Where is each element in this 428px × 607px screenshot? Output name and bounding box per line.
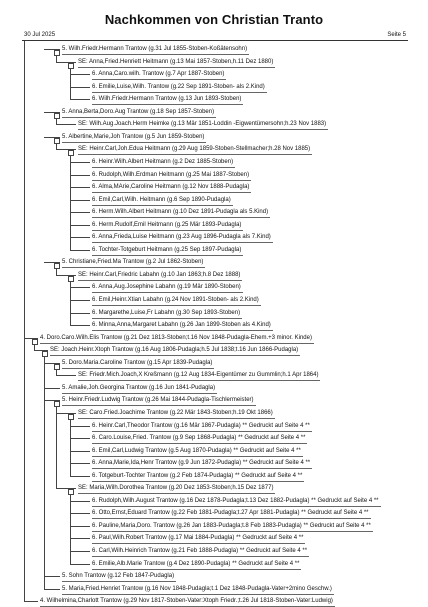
tree-entry (92, 558, 301, 570)
entry-text: 6. Caro.Louise,Fried. Trantow (g.9 Sep 1868-Pudagla) ** Gedruckt auf Seite 4 ** (92, 433, 307, 444)
collapse-box-icon (54, 364, 60, 370)
entry-text: 6. Wilh.Friedr.Hermann Trantow (g.13 Jun 1893-Stoben) (92, 94, 243, 105)
tree-branch-line (70, 175, 90, 176)
tree-branch-line (70, 87, 90, 88)
collapse-box-icon (68, 150, 74, 156)
tree-entry (92, 545, 309, 557)
tree-entry (92, 294, 261, 306)
tree-branch-line (70, 513, 90, 514)
tree-entry (78, 407, 275, 419)
tree-entry (92, 495, 381, 507)
entry-text: 6. Tochter-Totgeburt Heitmann (g.25 Sep 1897-Pudagla) (92, 245, 243, 256)
page-title: Nachkommen von Christian Tranto (104, 12, 324, 27)
print-date: 30 Jul 2025 (24, 32, 56, 38)
collapse-box-icon (54, 263, 60, 269)
entry-text: 5. Christiane,Fried.Ma Trantow (g.2 Jul 1862-Stoben) (62, 257, 205, 268)
entry-text: SE: Heinr.Carl,Joh.Edua Heitmann (g.29 Aug 1859-Stoben-Stellmacher;h.28 Nov 1885) (78, 144, 312, 155)
tree-entry (92, 181, 251, 193)
tree-entry (40, 595, 335, 607)
tree-branch-line (70, 501, 90, 502)
entry-text: SE: Heinr.Carl,Friedric Labahn (g.10 Jan 1863;h.8 Dez 1888) (78, 270, 242, 281)
tree-trunk-line (70, 413, 71, 476)
entry-text: 4. Doro.Caro.Wilh.Elis Trantow (g.21 Dez 1813-Stoben;t.16 Nov 1848-Pudagla-Ehem.+3 minor. Kinde) (40, 333, 314, 344)
tree-entry (78, 269, 242, 281)
tree-entry (92, 68, 226, 80)
tree-entry (92, 445, 303, 457)
tree-branch-line (56, 375, 76, 376)
entry-text: 6. Paul,Wilh.Robert Trantow (g.17 Mai 1884-Pudagla) ** Gedruckt auf Seite 4 ** (92, 533, 305, 544)
collapse-box-icon (42, 351, 48, 357)
tree-branch-line (70, 287, 90, 288)
entry-text: 5. Amalie,Joh.Georgina Trantow (g.16 Jun 1841-Pudagla) (62, 383, 217, 394)
entry-text: SE: Caro.Fried.Joachime Trantow (g.22 Mär 1843-Stoben;h.19 Okt 1866) (78, 408, 275, 419)
tree-branch-line (70, 476, 90, 477)
entry-text: SE: Joach.Heinr.Xtoph Trantow (g.16 Aug 1806-Pudagla;h.5 Jul 1838;t.16 Jun 1866-Pudagla) (50, 345, 300, 356)
entry-text: 4. Wilhelmina,Charlott Trantow (g.29 Nov 1817-Stoben-Vater:Xtoph Friedr.;t.26 Jul 1818-Stoben-Vater:Ludwig) (40, 596, 335, 607)
tree-branch-line (70, 426, 90, 427)
tree-entry (92, 507, 371, 519)
tree-entry (92, 532, 305, 544)
entry-text: 6. Emil,Carl,Ludwig Trantow (g.5 Aug 1870-Pudagla) ** Gedruckt auf Seite 4 ** (92, 446, 303, 457)
tree-entry (62, 570, 176, 582)
tree-branch-line (70, 551, 90, 552)
tree-entry (78, 118, 328, 130)
collapse-box-icon (32, 339, 38, 345)
entry-text: 6. Emil,Carl,Wilh. Heitmann (g.6 Sep 1890-Pudagla) (92, 195, 233, 206)
tree-entry (92, 81, 267, 93)
entry-text: SE: Wilh.Aug.Joach.Herm Heimke (g.13 Mär 1851-Loddin -Eigwentümersohn;h.23 Nov 1883) (78, 119, 328, 130)
tree-branch-line (70, 300, 90, 301)
tree-entry (62, 583, 334, 595)
tree-entry (92, 244, 243, 256)
collapse-box-icon (68, 414, 74, 420)
tree-entry (78, 56, 275, 68)
collapse-box-icon (54, 50, 60, 56)
tree-entry (92, 231, 273, 243)
tree-branch-line (70, 237, 90, 238)
tree-entry (92, 93, 243, 105)
collapse-box-icon (68, 276, 74, 282)
entry-text: SE: Anna,Fried.Henriett Heitmann (g.13 Mai 1857-Stoben,h.11 Dez 1880) (78, 57, 275, 68)
tree-branch-line (70, 451, 90, 452)
tree-branch-line (70, 325, 90, 326)
collapse-box-icon (54, 113, 60, 119)
tree-entry (92, 219, 243, 231)
tree-branch-line (70, 526, 90, 527)
collapse-box-icon (54, 401, 60, 407)
tree-branch-line (44, 589, 60, 590)
tree-trunk-line (44, 350, 45, 588)
entry-text: 5. Wilh.Friedr.Hermann Trantow (g.31 Jul 1855-Stoben-Koßätensohn) (62, 44, 249, 55)
entry-text: 6. Otto,Ernst,Eduard Trantow (g.22 Feb 1881-Pudagla;t.27 Apr 1881-Pudagla) ** Gedruckt auf Seite 4 ** (92, 508, 371, 519)
tree-entry (78, 143, 312, 155)
entry-text: 6. Anna,Caro.wilh. Trantow (g.7 Apr 1887-Stoben) (92, 69, 226, 80)
tree-entry (92, 206, 270, 218)
entry-text: 6. Anna,Aug.Josephine Labahn (g.19 Mär 1890-Stoben) (92, 282, 243, 293)
entry-text: 6. Rudolph,Wilh.August Trantow (g.16 Dez 1878-Pudagla;t.13 Dez 1882-Pudagla) ** Gedruckt auf Seite 4 ** (92, 496, 381, 507)
tree-entry (92, 457, 312, 469)
entry-text: 6. Emilie,Luise,Wilh. Trantow (g.22 Sep 1891-Stoben- als 2.Kind) (92, 82, 267, 93)
tree-entry (62, 256, 205, 268)
entry-text: SE: Maria,Wilh.Dorothea Trantow (g.20 Dez 1853-Stoben;h.15 Dez 1877) (78, 483, 275, 494)
collapse-box-icon (54, 138, 60, 144)
tree-entry (92, 470, 304, 482)
entry-text: 6. Anna,Marie,Ida,Henr Trantow (g.9 Jun 1872-Pudagla) ** Gedruckt auf Seite 4 ** (92, 458, 312, 469)
tree-branch-line (70, 564, 90, 565)
entry-text: 6. Heinr.Carl,Theodor Trantow (g.16 Mär 1867-Pudagla) ** Gedruckt auf Seite 4 ** (92, 421, 312, 432)
tree-branch-line (70, 212, 90, 213)
collapse-box-icon (68, 63, 74, 69)
tree-branch-line (70, 313, 90, 314)
tree-branch-line (70, 200, 90, 201)
tree-entry (62, 357, 214, 369)
collapse-box-icon (68, 489, 74, 495)
tree-entry (92, 420, 312, 432)
tree-entry (62, 106, 216, 118)
tree-entry (62, 131, 206, 143)
tree-entry (92, 169, 251, 181)
tree-branch-line (70, 250, 90, 251)
entry-text: 5. Anna,Berta,Doro.Aug Trantow (g.18 Sep 1857-Stoben) (62, 107, 216, 118)
entry-text: 5. Doro.Maria.Caroline Trantow (g.15 Apr 1839-Pudagla) (62, 358, 214, 369)
tree-entry (62, 382, 217, 394)
entry-text: 6. Herm.Rudolf,Emil Heitmann (g.25 Mär 1893-Pudagla) (92, 220, 243, 231)
tree-entry (92, 319, 273, 331)
tree-branch-line (44, 576, 60, 577)
tree-entry (92, 156, 235, 168)
tree-entry (92, 432, 307, 444)
entry-text: 6. Emilie,Alb.Marie Trantow (g.4 Dez 1890-Pudagla) ** Gedruckt auf Seite 4 ** (92, 559, 301, 570)
tree-branch-line (70, 162, 90, 163)
tree-branch-line (70, 99, 90, 100)
entry-text: 5. Maria,Fried.Henriet Trantow (g.16 Nov 1848-Pudagla;t.1 Dez 1848-Pudagla-Vater+2mino Geschw.) (62, 584, 334, 595)
tree-entry (62, 43, 249, 55)
entry-text: 6. Herm.Wilh.Albert Heitmann (g.10 Dez 1891-Pudagla als 5.Kind) (92, 207, 270, 218)
entry-text: 6. Carl,Wilh.Heinrich Trantow (g.21 Feb 1888-Pudagla) ** Gedruckt auf Seite 4 ** (92, 546, 309, 557)
tree-branch-line (44, 388, 60, 389)
entry-text: 6. Rudolph,Wilh.Erdman Heitmann (g.25 Mai 1887-Stoben) (92, 170, 251, 181)
tree-entry (62, 394, 256, 406)
entry-text: 6. Totgeburt-Tochter Trantow (g.2 Feb 1874-Pudagla) ** Gedruckt auf Seite 4 ** (92, 471, 304, 482)
tree-branch-line (70, 538, 90, 539)
entry-text: 5. Heinr.Friedr.Ludwig Trantow (g.26 Mai 1844-Pudagla-Tischlermeister) (62, 395, 256, 406)
tree-branch-line (24, 601, 38, 602)
entry-text: 5. Albertine,Marie,Joh Trantow (g.5 Jun 1859-Stoben) (62, 132, 206, 143)
tree-branch-line (70, 463, 90, 464)
tree-entry (92, 307, 242, 319)
tree-entry (92, 194, 233, 206)
tree-branch-line (56, 124, 76, 125)
tree-entry (78, 369, 320, 381)
tree-branch-line (70, 438, 90, 439)
tree-entry (50, 344, 300, 356)
tree-entry (40, 332, 314, 344)
page-number: Seite 5 (387, 32, 406, 38)
entry-text: 6. Anna,Frieda,Luise Heitmann (g.23 Aug 1896-Pudagla als 7.Kind) (92, 232, 273, 243)
entry-text: 6. Alma,MArie,Caroline Heitmann (g.12 Nov 1888-Pudagla) (92, 182, 251, 193)
entry-text: 6. Margarethe,Luise,Fr Labahn (g.30 Sep 1893-Stoben) (92, 308, 242, 319)
tree-branch-line (70, 74, 90, 75)
entry-text: 6. Emil,Heinr.Xtian Labahn (g.24 Nov 1891-Stoben- als 2.Kind) (92, 295, 261, 306)
tree-entry (92, 281, 243, 293)
tree-entry (92, 520, 373, 532)
entry-text: 6. Heinr.Wilh.Albert Heitmann (g.2 Dez 1885-Stoben) (92, 157, 235, 168)
entry-text: 6. Pauline,Maria,Doro. Trantow (g.26 Jan 1883-Pudagla;t.8 Feb 1883-Pudagla) ** Gedruckt auf Seite 4 ** (92, 521, 373, 532)
entry-text: 5. Sohn Trantow (g.12 Feb 1847-Pudagla) (62, 571, 176, 582)
tree-branch-line (70, 225, 90, 226)
tree-branch-line (70, 187, 90, 188)
entry-text: 6. Minna,Anna,Margaret Labahn (g.26 Jan 1899-Stoben als 4.Kind) (92, 320, 273, 331)
tree-entry (78, 482, 275, 494)
tree-trunk-line (24, 41, 25, 601)
entry-text: SE: Friedr.Mich.Joach,X Kreßmann (g.12 Aug 1834-Eigentümer zu Gummlin;h.1 Apr 1864) (78, 370, 320, 381)
